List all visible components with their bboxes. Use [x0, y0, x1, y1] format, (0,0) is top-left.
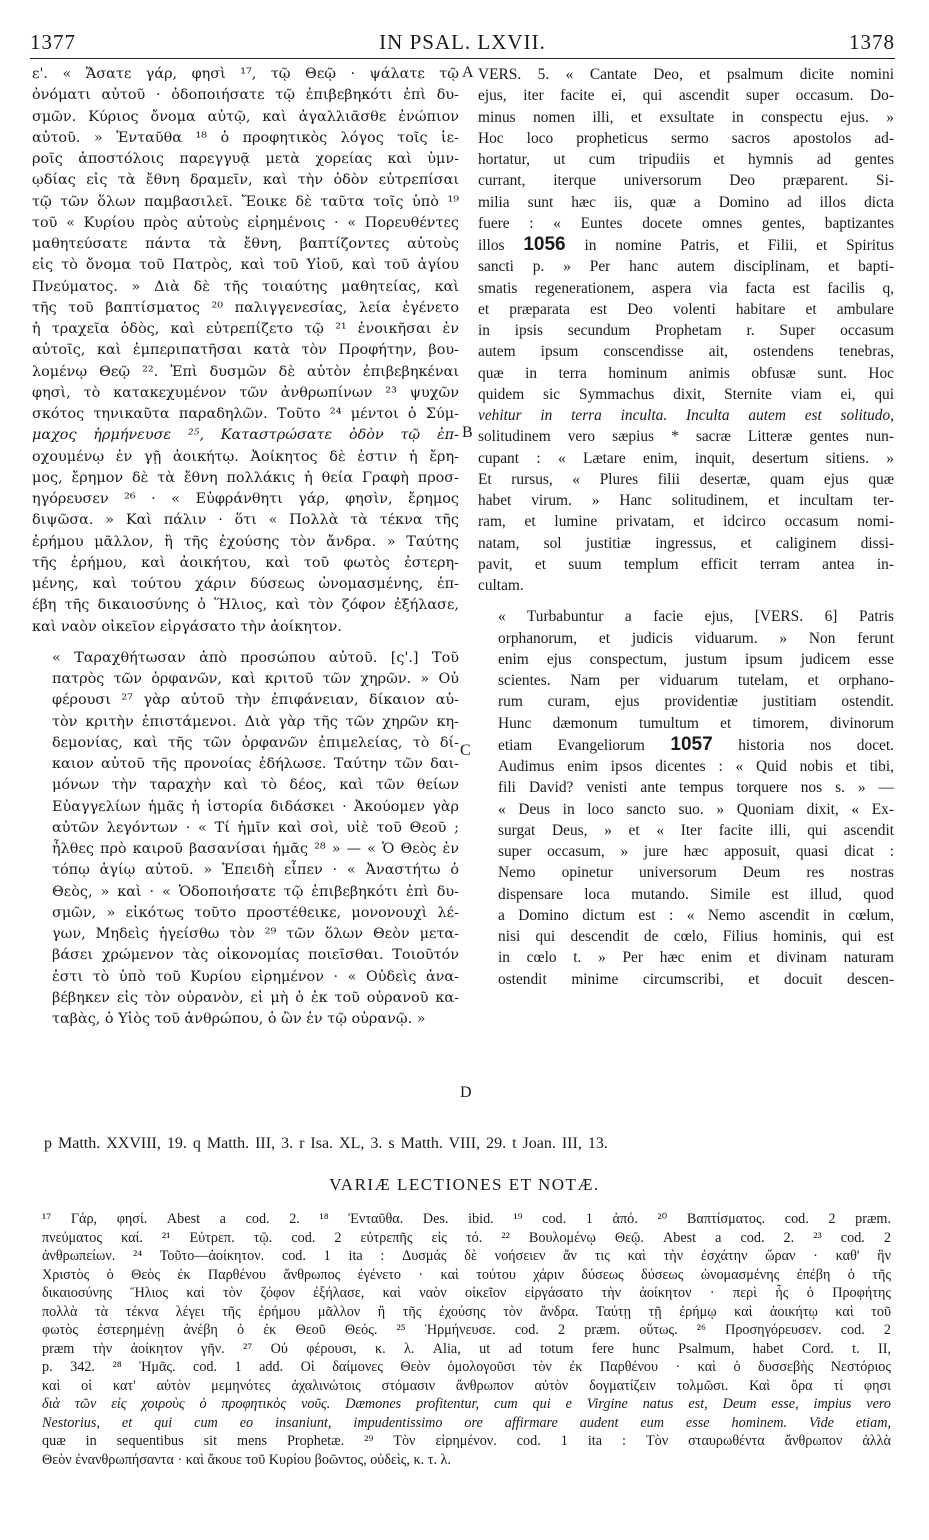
note-line: Θεὸν ἐνανθρωπήσαντα · καὶ ἄκουε τοῦ Κυρίου βοῶντος, οὐδεὶς, κ. τ. λ. [42, 1451, 451, 1468]
text-line: σκότος τηνικαῦτα παραδηλῶν. Τοῦτο ²⁴ μέντοι ὁ Σύμ- [32, 406, 459, 422]
greek-paragraph-2 [32, 648, 459, 1031]
note-line: ἀνθρωπείων. ²⁴ Τοῦτο—ἀοίκητον. cod. 1 ita : Δυσμάς δὲ νοήσειεν ἄν τις καὶ τὴν ἐσχάτην ὥραν · καθ' ἣν [42, 1248, 891, 1264]
text-line [478, 234, 894, 256]
text-line: a Domino dictum est : « Nemo ascendit in cœlum, [498, 906, 894, 924]
text-line: πατρὸς τῶν ὀρφανῶν, καὶ κριτοῦ τῶν χηρῶν. » Οὐ [52, 671, 459, 687]
note-line: διὰ τῶν εἰς χοιροὺς ὁ προφητικὸς νοῦς. Dæmones profitentur, cum qui e Virgine natus est, Deum esse, impius vero [42, 1396, 891, 1412]
text-line: fuere : « Euntes docete omnes gentes, baptizantes [478, 214, 894, 232]
text-line: cupant : « Lætare enim, inquit, desertum sitiens. » [478, 449, 894, 467]
text-line: σμῶν. Κύριος ὄνομα αὐτῷ, καὶ ἀγαλλιᾶσθε ἐνώπιον [32, 108, 459, 125]
text-line: nisi qui descendit de cœlo, Filius hominis, qui est [498, 928, 894, 945]
text-line: Εὐαγγελίων ἡμᾶς ἡ ἱστορία διδάσκει · Ἀκούομεν γὰρ [52, 798, 459, 815]
text-line: pavit, et suum templum efficit terram antea in- [478, 555, 894, 573]
text-segment: illos [478, 237, 505, 254]
text-line: φέρουσι ²⁷ γὰρ αὐτοῦ τὴν ἐπιφάνειαν, δίκαιον αὐ- [52, 692, 459, 709]
text-line: λομένῳ Θεῷ ²². Ἐπὶ δυσμῶν δὲ αὐτὸν ἐπιβεβηκέναι [32, 363, 459, 380]
text-line: Πνεύματος. » Διὰ δὲ τῆς τοιαύτης μαθητείας, καὶ [32, 278, 459, 295]
text-line: fili David? venisti ante tempus torquere nos s. » — [498, 779, 894, 797]
text-line: δεμονίας, καὶ τῆς τῶν ὀρφανῶν ἐπιμελείας, τὸ δί- [52, 734, 459, 751]
text-line: ταβὰς, ὁ Υἱὸς τοῦ ἀνθρώπου, ὁ ὢν ἐν τῷ οὐρανῷ. » [52, 1011, 426, 1027]
text-line: Hunc dæmonum tumultum et timorem, divinorum [498, 714, 894, 732]
note-line: Nestorius, et qui cum eo insaniunt, impudentissimo ore affirmare audent eum esse hominem. Vide etiam, [42, 1414, 891, 1431]
text-line: surgat Deus, » et « Iter facite illi, qui ascendit [498, 821, 894, 839]
text-line: σμῶν, » εἰκότως τοῦτο προστέθεικε, μονονουχὶ λέ- [52, 904, 459, 921]
text-segment: historia nos docet. [738, 736, 894, 754]
text-line: διψῶσα. » Καὶ πάλιν · ὅτι « Πολλὰ τὰ τέκνα τῆς [32, 512, 459, 529]
latin-paragraph-1 [478, 64, 894, 596]
text-line: currant, iterque universorum Deo præparent. Si- [478, 172, 894, 190]
text-line: ηγόρευσεν ²⁶ · « Εὐφράνθητι γάρ, φησὶν, ἔρημος [32, 491, 459, 507]
text-line: ostendit minime circumscribi, et docuit descen- [498, 970, 894, 988]
note-line: p. 342. ²⁸ Ἡμᾶς. cod. 1 add. Οἱ δαίμονες Θεὸν ὁμολογοῦσι τὸν ἐκ Παρθένου · καὶ ὁ δυσσεβὴς Νεστόριος [42, 1359, 891, 1375]
running-title: IN PSAL. LXVII. [379, 30, 546, 54]
text-line: μαχος ἡρμήνευσε ²⁵, Καταστρώσατε ὁδὸν τῷ ἐπ- [32, 427, 459, 444]
text-line: scientes. Nam per viduarum tutelam, et orphano- [498, 672, 894, 689]
text-line: οχουμένῳ ἐν γῇ ἀοικήτῳ. Ἀοίκητος δὲ ἐστιν ἡ ἔρη- [32, 448, 459, 465]
text-line: vehitur in terra inculta. Inculta autem est solitudo, [478, 407, 894, 424]
text-line: τὸν κριτὴν ἐπιστάμενοι. Διὰ γὰρ τῆς τῶν χηρῶν κη- [52, 713, 459, 730]
text-line: « Ταραχθήτωσαν ἀπὸ προσώπου αὐτοῦ. [ς'.] Τοῦ [52, 649, 459, 666]
text-line: ἐρήμου μᾶλλον, ἢ τῆς ἐχούσης τὸν ἄνδρα. » Ταύτης [32, 533, 459, 550]
note-line: Χριστὸς ὁ Θεὸς ἐκ Παρθένου ἄνθρωπος ἐγένετο · καὶ τούτου χάριν δύσεως δύσεως ὠνομασμένης ἐπέβη ὁ τῆς [42, 1266, 891, 1283]
text-line: ram, et lumine privatam, et idcirco occasum nomi- [478, 513, 894, 531]
column-number: 1056 [523, 234, 566, 255]
text-line: « Deus in loco sancto suo. » Quoniam dixit, « Ex- [498, 800, 894, 818]
text-line: rum curam, ejus providentiæ justitiam ostendit. [498, 693, 894, 711]
text-line: ἦλθες πρὸ καιροῦ βασανίσαι ἡμᾶς ²⁸ » — « Ὁ Θεὸς ἐν [52, 841, 459, 857]
text-line: τῷ τῶν ὅλων παμβασιλεῖ. Ἔοικε δὲ ταῦτα τοῖς ὑπὸ ¹⁹ [32, 193, 459, 210]
text-segment: in nomine Patris, et Filii, et Spiritus [584, 237, 894, 254]
text-line: έβη τῆς δικαιοσύνης ὁ Ἥλιος, καὶ τὸν ζόφον ἐξήλασε, [32, 597, 459, 614]
running-header [30, 30, 895, 58]
text-line: milia sunt hæc iis, quæ a Domino ad illos dicta [478, 193, 894, 211]
text-line: orphanorum, et judicis viduarum. » Non ferunt [498, 629, 894, 647]
text-line: cultam. [478, 577, 524, 594]
text-line: natam, sol justitiæ ingressus, et caliginem dissi- [478, 534, 894, 552]
note-line: φωτὸς ἐστερημένῃ ἀνέβη ὁ ἐκ Θεοῦ Θεός. ²⁵ Ἡρμήνευσε. cod. 2 præm. οὕτως. ²⁶ Προσηγόρευσεν. cod. 2 [42, 1322, 891, 1338]
margin-letter-a: A [462, 64, 474, 81]
text-line: super occasum, » jure hæc apposuit, quasi dicat : [498, 843, 894, 860]
text-line: Audimus enim ipsos dicentes : « Quid nobis et tibi, [498, 758, 894, 775]
text-line: ροῖς ἀποστόλοις παρεγγυᾷ μετὰ χορείας καὶ ὑμν- [32, 151, 459, 167]
text-line: « Turbabuntur a facie ejus, [VERS. 6] Patris [498, 608, 894, 626]
text-line: φησὶ, τὸ κατακεχυμένον τῶν ἀνθρωπίνων ²³ ψυχῶν [32, 384, 459, 401]
text-line: τοῦ « Κυρίου πρὸς αὐτοὺς εἰρημένοις · « Πορευθέντες [32, 214, 459, 231]
text-line: αὐτοῖς, καὶ ἐμπεριπατῆσαι κατὰ τὸν Προφήτην, βου- [32, 342, 459, 359]
variant-readings-notes [42, 1210, 891, 1469]
text-line: ἐστι τὸ ὑπὸ τοῦ Κυρίου εἰρημένον · « Οὐδεὶς ἀνα- [52, 968, 459, 985]
page-number-right: 1378 [849, 30, 895, 54]
header-rule [30, 58, 895, 59]
note-line: καὶ οἱ κατ' αὐτὸν μεμηνότες ἀχαλινώτοις στόμασιν ἄνθρωπον αὐτὸν δογματίζειν τολμῶσι. Καὶ ὅρα τί φησι [42, 1377, 891, 1394]
text-line: γων, Μηδεὶς ἡγείσθω τὸν ²⁹ τῶν ὅλων Θεὸν μετα- [52, 926, 459, 942]
text-line: τῆς ἐρήμου, καὶ ἀοικήτου, καὶ τοῦ φωτὸς ἐστερη- [32, 554, 459, 571]
text-line [478, 734, 894, 756]
note-line: δικαιοσύνης Ἥλιος καὶ τὸν ζόφον ἐξήλασε, καὶ ναὸν οἰκεῖον εἰργάσατο τὴν ἀοίκητον · περὶ ἧς ὁ Προφήτης [42, 1285, 891, 1301]
greek-paragraph-1 [32, 64, 459, 638]
text-line: Θεὸς, » καὶ · « Ὁδοποιήσατε τῷ ἐπιβεβηκότι ἐπὶ δυ- [52, 883, 459, 900]
column-number: 1057 [670, 733, 713, 755]
text-line: αὐτῶν λεγόντων · « Τί ἡμῖν καὶ σοὶ, υἱὲ τοῦ Θεοῦ ; [52, 819, 459, 836]
text-line: μόνων τὴν ταραχὴν καὶ τὸ δέος, καὶ τῶν θείων [52, 777, 459, 794]
text-line: et præparata est Deo volenti habitare et ambulare [478, 300, 894, 318]
text-line: βάσει χρώμενον τὰς οἰκονομίας ποιεῖσθαι. Τοιοῦτόν [52, 947, 459, 964]
scripture-references: p Matth. XXVIII, 19. q Matth. III, 3. r Isa. XL, 3. s Matth. VIII, 29. t Joan. III, 13. [44, 1135, 608, 1152]
note-line: ¹⁷ Γάρ, φησί. Abest a cod. 2. ¹⁸ Ἐνταῦθα. Des. ibid. ¹⁹ cod. 1 ἀπό. ²⁰ Βαπτίσματος. cod. 2 præm. [42, 1211, 891, 1227]
text-line: hortatur, ut cum tripudiis et hymnis ad gentes [478, 151, 894, 168]
text-line: ejus, iter facite ei, qui ascendit super occasum. Do- [478, 87, 894, 105]
text-line: αὐτοῦ. » Ἐνταῦθα ¹⁸ ὁ προφητικὸς λόγος τοῖς ἱε- [32, 129, 459, 146]
text-line: in cœlo t. » Per hæc enim et divinam naturam [498, 949, 894, 967]
latin-paragraph-2 [478, 606, 894, 990]
text-line: smatis regenerationem, aspera via facta est facilis q, [478, 279, 894, 297]
margin-letter-c: C [460, 742, 471, 759]
margin-letter-d: D [460, 1084, 472, 1101]
text-line: καιον αὐτοῦ τῆς προνοίας ἐδήλωσε. Ταύτην τῶν δαι- [52, 756, 459, 772]
text-line: καὶ ναὸν οἰκεῖον εἰργάσατο τὴν ἀοίκητον. [32, 618, 342, 635]
page-number-left: 1377 [30, 30, 76, 54]
text-line: βέβηκεν εἰς τὸν οὐρανὸν, εἰ μὴ ὁ ἐκ τοῦ οὐρανοῦ κα- [52, 989, 459, 1006]
margin-letter-b: B [462, 424, 473, 441]
text-line: ε'. « Ἄσατε γάρ, φησὶ ¹⁷, τῷ Θεῷ · ψάλατε τῷ [32, 66, 459, 82]
text-line: in ipsis secundum Prophetam r. Super occasum [478, 322, 894, 339]
text-line: μένης, καὶ τούτου χάριν δύσεως ὠνομασμένης, ἐπ- [32, 576, 459, 592]
note-line: præm τὴν ἀοίκητον γῆν. ²⁷ Οὐ φέρουσι, κ. λ. Alia, ut ad totum fere hunc Psalmum, habet Cord. t. II, [42, 1340, 891, 1357]
note-line: quæ in sequentibus sit mens Prophetæ. ²⁹ Τὸν εἰρημένον. cod. 1 ita : Τὸν σταυρωθέντα ἄνθρωπον ἀλλὰ [42, 1433, 891, 1449]
text-line: τόπῳ ἁγίῳ αὐτοῦ. » Ἐπειδὴ εἶπεν · « Ἀναστήτω ὁ [52, 862, 459, 879]
text-line: ῳδίας εἰς τὰ ἔθνη δραμεῖν, καὶ τὴν ὁδὸν εὐτρεπίσαι [32, 172, 459, 189]
text-line: minus nomen illi, et exsultate in conspectu ejus. » [478, 108, 894, 126]
text-line: quidem sic Symmachus dixit, Sternite viam ei, qui [478, 385, 894, 403]
text-line: sancti p. » Per hanc autem disciplinam, et bapti- [478, 258, 894, 276]
text-line: εἰς τὸ ὄνομα τοῦ Πατρὸς, καὶ τοῦ Υἱοῦ, καὶ τοῦ ἁγίου [32, 257, 459, 274]
note-line: πνεύματος καί. ²¹ Εὐτρεπ. τῷ. cod. 2 εὐτρεπῆς εἰς τό. ²² Βουλομένῳ Θεῷ. Abest a cod. 2. ²³ cod. 2 [42, 1229, 891, 1246]
text-segment: etiam Evangeliorum [498, 736, 645, 754]
text-line: enim ejus conspectum, justum ipsum judicem esse [498, 650, 894, 668]
text-line: ὀνόματι αὐτοῦ · ὁδοποιήσατε τῷ ἐπιβεβηκότι ἐπὶ δυ- [32, 87, 459, 104]
text-line: VERS. 5. « Cantate Deo, et psalmum dicite nomini [478, 66, 894, 83]
text-line: τῆς τοῦ βαπτίσματος ²⁰ παλιγγενεσίας, λεία ἐγένετο [32, 299, 459, 316]
text-line: solitudinem vero sæpius * sacræ Litteræ gentes nun- [478, 428, 894, 446]
text-line: Et rursus, « Plures filii desertæ, quam ejus quæ [478, 470, 894, 488]
greek-column [32, 64, 459, 1030]
text-line: habet virum. » Hanc solitudinem, et incultam ter- [478, 492, 894, 509]
text-line: Nemo opinetur universorum Deum res nostras [498, 864, 894, 882]
text-line: ἡ τραχεῖα ὁδὸς, καὶ εὐτρεπίζετο τῷ ²¹ ἐνοικῆσαι ἐν [32, 321, 459, 337]
text-line: Hoc loco propheticus sermo sacros apostolos ad- [478, 129, 894, 147]
text-line: μος, ἔρημον δὲ τὰ ἔθνη πολλάκις ἡ θεία Γραφὴ προσ- [32, 469, 459, 486]
note-line: πολλὰ τὰ τέκνα λέγει τῆς ἐρήμου μᾶλλον ἢ τῆς ἐχούσης τὸν ἄνδρα. Ταύτῃ τῇ ἐρήμῳ καὶ ἀοικήτῳ καὶ τοῦ [42, 1303, 891, 1320]
notes-title: VARIÆ LECTIONES ET NOTÆ. [329, 1175, 600, 1194]
text-line: dispensare loca mutando. Simile est illud, quod [498, 885, 894, 903]
text-line: autem ipsum conscendisse ait, ostendens tenebras, [478, 343, 894, 361]
text-line: μαθητεύσατε πάντα τὰ ἔθνη, βαπτίζοντες αὐτοὺς [32, 236, 459, 252]
text-line: quæ in terra hominum animis obfusæ sunt. Hoc [478, 364, 894, 382]
latin-column [478, 64, 894, 990]
